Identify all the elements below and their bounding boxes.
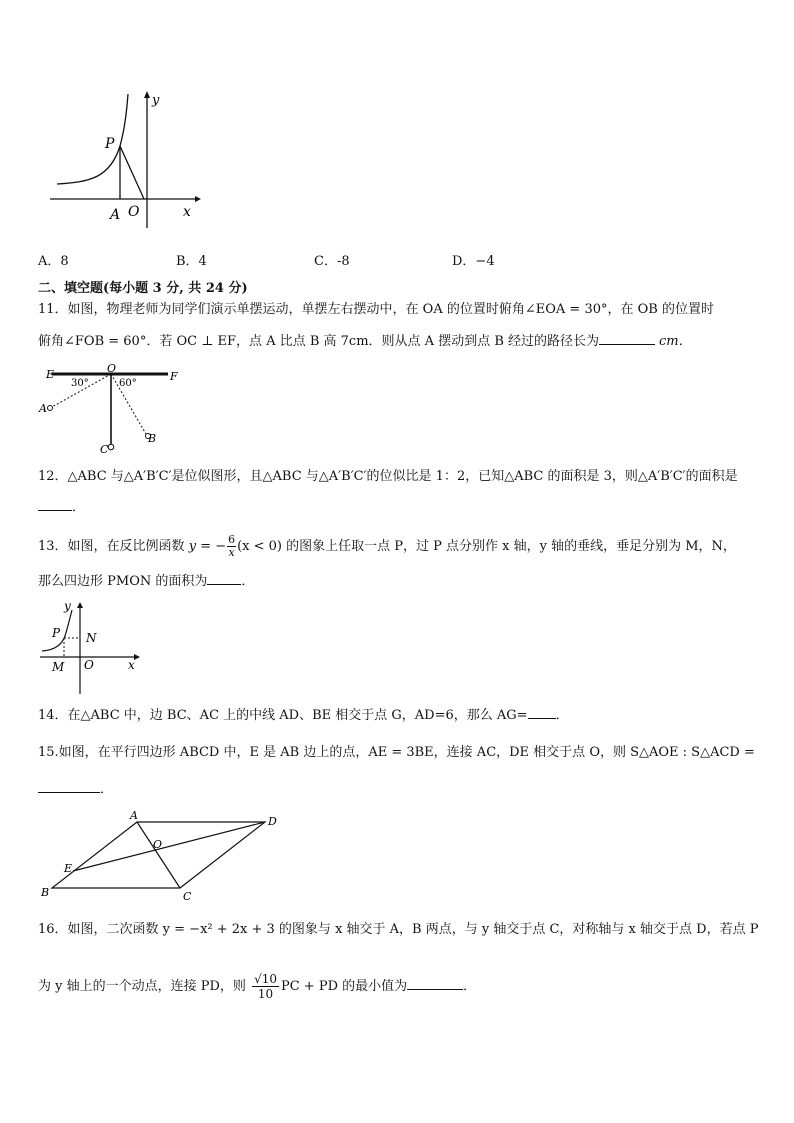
q12-end: ． (72, 500, 86, 515)
q11-answer-blank[interactable] (599, 332, 655, 345)
e-label: E (46, 368, 55, 381)
q16-text-a: 为 y 轴上的一个动点，连接 PD，则 (38, 979, 246, 994)
o-label: O (107, 362, 117, 375)
q14-line (38, 706, 569, 725)
p-label: P (105, 136, 115, 152)
y-label: y (152, 93, 160, 108)
q10-figure (45, 88, 205, 233)
q15-answer-blank[interactable] (38, 780, 100, 793)
n-label: N (86, 631, 97, 645)
q11-line1: 11．如图，物理老师为同学们演示单摆运动，单摆左右摆动中，在 OA 的位置时俯角∠EOA = 30°，在 OB 的位置时 (38, 302, 714, 317)
q13-figure (38, 598, 148, 696)
x-arrow-icon (134, 654, 140, 660)
q15-end: ． (100, 782, 114, 797)
a-point (48, 406, 53, 411)
q13-answer-blank[interactable] (207, 572, 241, 585)
q13-line1 (38, 534, 736, 559)
o-label: O (153, 838, 163, 851)
q15-line2 (38, 780, 113, 799)
ac-line (137, 822, 180, 888)
q13-text: 那么四边形 PMON 的面积为 (38, 574, 208, 589)
q13-func-den: x (228, 546, 235, 559)
x-label: x (183, 204, 191, 220)
q11-unit: cm． (659, 334, 692, 349)
q16-text-b: PC + PD 的最小值为 (280, 979, 408, 994)
q16-line2 (38, 972, 476, 1001)
po-segment (120, 146, 144, 199)
c-label: C (183, 890, 192, 902)
y-arrow-icon (77, 602, 83, 608)
angle-60-label: 60° (119, 378, 137, 389)
choice-b[interactable]: B．4 (176, 254, 207, 269)
o-label: O (84, 658, 94, 672)
q15-line1: 15.如图，在平行四边形 ABCD 中，E 是 AB 边上的点，AE = 3BE，连接 AC，DE 相交于点 O，则 S△AOE : S△ACD = (38, 745, 755, 760)
c-label: C (100, 443, 109, 454)
choice-a[interactable]: A．8 (38, 254, 69, 269)
q14-end: ． (555, 708, 569, 723)
q13-func-num: 6 (228, 533, 236, 546)
a-label: A (39, 402, 47, 415)
q13-line2 (38, 572, 254, 591)
q15-figure (38, 808, 288, 902)
q13-text-b: 的图象上任取一点 P，过 P 点分别作 x 轴，y 轴的垂线，垂足分别为 M，N， (286, 539, 736, 554)
q16-frac-num: √10 (254, 972, 277, 986)
q12-line1: 12．△ABC 与△A′B′C′是位似图形，且△ABC 与△A′B′C′的位似比是 1：2，已知△ABC 的面积是 3，则△A′B′C′的面积是 (38, 469, 738, 484)
q13-fraction (227, 534, 236, 559)
d-label: D (268, 815, 277, 828)
q16-answer-blank[interactable] (407, 977, 463, 990)
q11-figure (38, 362, 188, 454)
q12-line2 (38, 498, 85, 517)
f-label: F (170, 370, 178, 383)
q11-text: 俯角∠FOB = 60°．若 OC ⊥ EF，点 A 比点 B 高 7cm．则从点 A 摆动到点 B 经过的路径长为 (38, 334, 600, 349)
q14-answer-blank[interactable] (528, 706, 556, 719)
q14-text: 14．在△ABC 中，边 BC、AC 上的中线 AD、BE 相交于点 G，AD=6，那么 AG= (38, 708, 528, 723)
a-label: A (130, 809, 138, 822)
y-label: y (64, 599, 71, 613)
q12-answer-blank[interactable] (38, 498, 72, 511)
y-arrow-icon (144, 91, 150, 98)
x-arrow-icon (195, 196, 201, 202)
q16-end: ． (463, 979, 477, 994)
q13-end: ． (241, 574, 255, 589)
hyperbola-curve (57, 94, 128, 184)
q16-line1: 16．如图，二次函数 y = −x² + 2x + 3 的图象与 x 轴交于 A，B 两点，与 y 轴交于点 C，对称轴与 x 轴交于点 D，若点 P (38, 922, 759, 937)
q16-frac-den: 10 (257, 987, 274, 1001)
x-label: x (128, 658, 135, 672)
p-label: P (52, 626, 61, 640)
m-label: M (52, 660, 65, 674)
e-label: E (64, 862, 73, 875)
q13-func-pre: y = − (188, 539, 227, 554)
de-line (73, 822, 265, 871)
b-label: B (148, 432, 157, 445)
q13-text-a: 13．如图，在反比例函数 (38, 539, 185, 554)
q16-fraction (252, 972, 279, 1001)
b-label: B (41, 886, 50, 899)
choice-c[interactable]: C．-8 (314, 254, 350, 269)
c-point (108, 444, 114, 450)
a-label: A (110, 207, 121, 223)
q13-func-post: (x < 0) (237, 539, 282, 554)
q11-line2 (38, 332, 692, 351)
section-heading: 二、填空题(每小题 3 分, 共 24 分) (38, 281, 248, 296)
o-label: O (128, 204, 140, 220)
choice-d[interactable]: D．−4 (452, 254, 495, 269)
angle-30-label: 30° (71, 378, 89, 389)
